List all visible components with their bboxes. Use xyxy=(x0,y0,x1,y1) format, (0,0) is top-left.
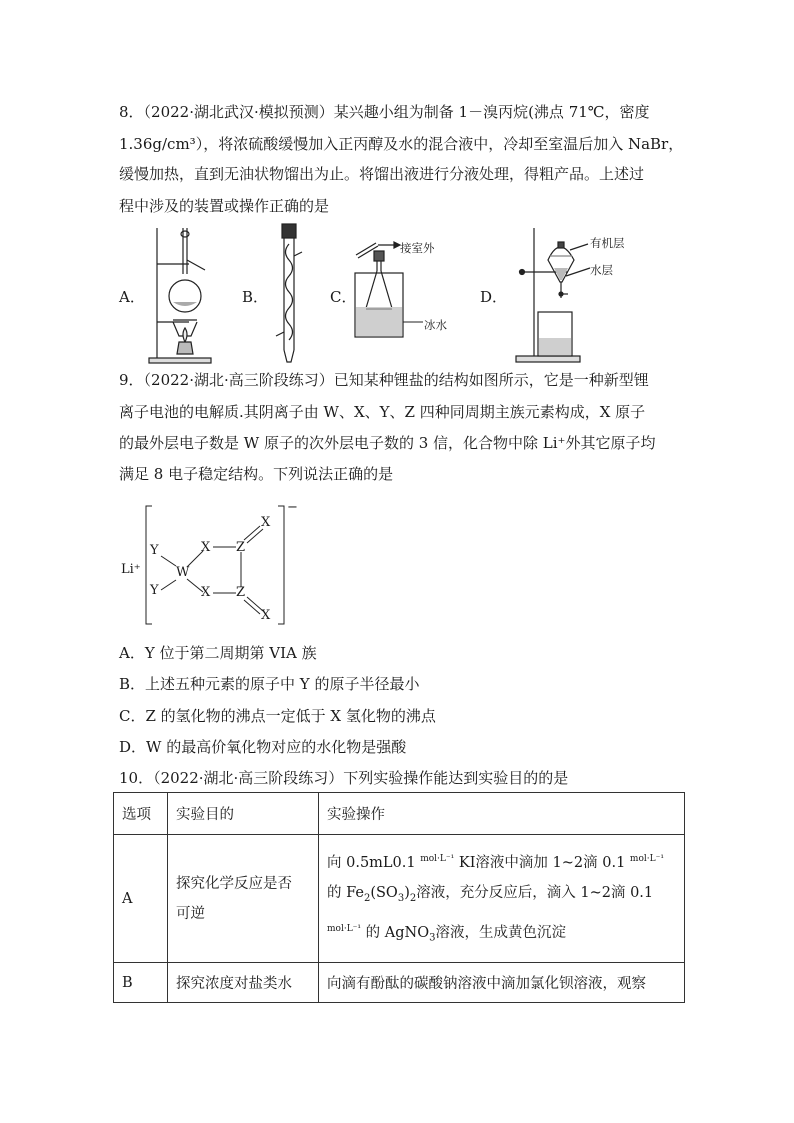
atom-z-bottom: Z xyxy=(236,585,246,600)
atom-x-top: X xyxy=(201,540,211,555)
q9-stem-line-3: 的最外层电子数是 W 原子的次外层电子数的 3 信，化合物中除 Li⁺外其它原子均 xyxy=(119,434,656,452)
row-a-purpose xyxy=(168,835,319,963)
row-b-option: B xyxy=(114,963,168,1003)
row-a-unit-1: mol·L⁻¹ xyxy=(420,853,455,864)
q9-stem-line-4: 满足 8 电子稳定结构。下列说法正确的是 xyxy=(119,465,394,483)
q8-stem-line-4: 程中涉及的装置或操作正确的是 xyxy=(119,197,330,215)
row-a-op-text-2: KI溶液中滴加 1~2滴 0.1 xyxy=(458,854,626,871)
apparatus-d-water-label: 水层 xyxy=(590,263,613,277)
atom-y-bottom: Y xyxy=(150,583,159,598)
q8-option-c-label: C． xyxy=(330,288,357,306)
q8-stem-line-2: 1.36g/cm³），将浓硫酸缓慢加入正丙醇及水的混合液中，冷却至室温后加入 NaBr， xyxy=(119,135,684,153)
q8-stem-line-1: 8．（2022·湖北武汉·模拟预测）某兴趣小组为制备 1－溴丙烷(沸点 71℃，密度 xyxy=(119,103,650,121)
q8-option-d-label: D． xyxy=(480,288,508,306)
row-a-option: A xyxy=(114,835,168,963)
structure-charge: − xyxy=(287,500,298,515)
row-b-operation: 向滴有酚酞的碳酸钠溶液中滴加氯化钡溶液，观察 xyxy=(319,963,685,1003)
row-a-unit-3: mol·L⁻¹ xyxy=(327,923,362,934)
table-header-row xyxy=(114,793,685,835)
row-a-op-text-1: 向 0.5mL0.1 xyxy=(327,854,416,871)
row-a-op-text-6: 溶液，充分反应后，滴入 1~2滴 0.1 xyxy=(416,884,654,901)
q8-stem-line-3: 缓慢加热，直到无油状物馏出为止。将馏出液进行分液处理，得粗产品。上述过 xyxy=(119,165,645,183)
q9-stem-line-1: 9．（2022·湖北·高三阶段练习）已知某种锂盐的结构如图所示，它是一种新型锂 xyxy=(119,371,649,389)
row-a-purpose-line-2: 可逆 xyxy=(176,905,205,922)
q10-table xyxy=(113,792,685,1003)
table-row-a xyxy=(114,835,685,963)
row-a-sub-1: 2 xyxy=(363,892,371,904)
header-option: 选项 xyxy=(114,793,168,835)
q9-stem-line-2: 离子电池的电解质.其阴离子由 W、X、Y、Z 四种同周期主族元素构成，X 原子 xyxy=(119,403,646,421)
lithium-salt-structure xyxy=(140,500,300,630)
row-a-sub-4: 3 xyxy=(429,932,436,944)
apparatus-c-ice-pointer xyxy=(403,318,425,328)
structure-cation-label: Li⁺ xyxy=(121,562,141,577)
row-a-op-text-3: 的 Fe xyxy=(327,884,364,901)
atom-x-outer-top: X xyxy=(261,515,271,530)
row-a-unit-2: mol·L⁻¹ xyxy=(629,853,664,864)
q9-option-a: A．Y 位于第二周期第 VIA 族 xyxy=(119,644,317,662)
apparatus-a-figure xyxy=(143,224,218,366)
q9-option-b: B．上述五种元素的原子中 Y 的原子半径最小 xyxy=(119,675,420,693)
header-purpose: 实验目的 xyxy=(168,793,319,835)
row-a-op-text-7: 的 AgNO xyxy=(365,924,430,941)
atom-z-top: Z xyxy=(236,540,246,555)
row-a-sub-3: 2 xyxy=(409,892,417,904)
apparatus-b-figure xyxy=(270,222,310,367)
q8-option-a-label: A． xyxy=(119,288,145,306)
row-a-op-text-4: (SO xyxy=(370,884,398,901)
row-a-op-text-8: 溶液，生成黄色沉淀 xyxy=(435,924,566,941)
row-a-operation xyxy=(319,835,685,963)
apparatus-c-outlet-label: 接室外 xyxy=(400,241,435,255)
q8-option-b-label: B． xyxy=(242,288,269,306)
q9-option-c: C．Z 的氢化物的沸点一定低于 X 氢化物的沸点 xyxy=(119,707,436,725)
header-operation: 实验操作 xyxy=(319,793,685,835)
table-row-b xyxy=(114,963,685,1003)
row-a-sub-2: 3 xyxy=(397,892,405,904)
apparatus-d-organic-label: 有机层 xyxy=(590,236,625,250)
atom-w: W xyxy=(176,565,190,580)
atom-x-outer-bottom: X xyxy=(261,608,271,623)
row-b-purpose: 探究浓度对盐类水 xyxy=(168,963,319,1003)
atom-x-bottom: X xyxy=(201,585,211,600)
row-a-purpose-line-1: 探究化学反应是否 xyxy=(176,875,292,892)
q9-option-d: D．W 的最高价氧化物对应的水化物是强酸 xyxy=(119,738,407,756)
q10-stem: 10．（2022·湖北·高三阶段练习）下列实验操作能达到实验目的的是 xyxy=(119,769,569,787)
apparatus-c-ice-label: 冰水 xyxy=(424,318,447,332)
atom-y-top: Y xyxy=(150,543,159,558)
row-a-op-text-5: ) xyxy=(404,884,410,901)
